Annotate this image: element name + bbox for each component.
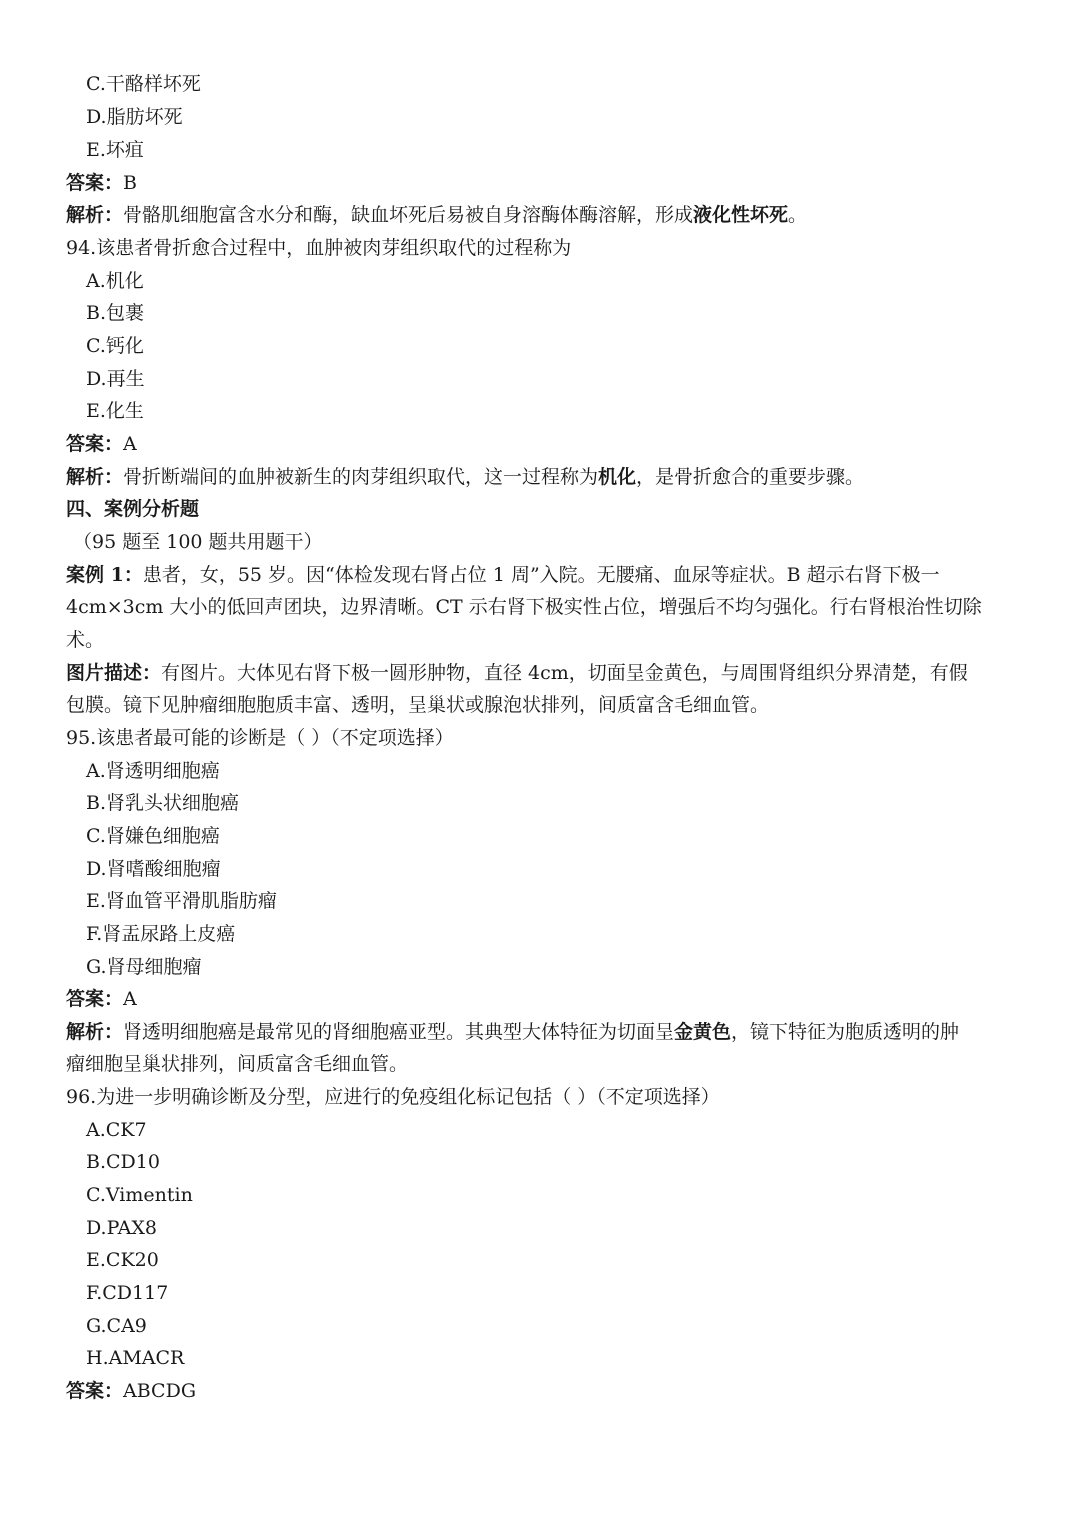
analysis-keyword: 金黄色 (674, 1021, 732, 1043)
q94-option-a: A.机化 (86, 270, 144, 292)
q96-option-g: G.CA9 (86, 1315, 147, 1337)
q94-answer-line (66, 429, 137, 459)
q95-answer-line (66, 984, 137, 1014)
case-line-2: 4cm×3cm 大小的低回声团块，边界清晰。CT 示右肾下极实性占位，增强后不均匀强化。行右肾根治性切除 (66, 596, 982, 618)
q95-analysis-line-1 (66, 1017, 959, 1047)
case-label: 案例 1： (66, 564, 143, 586)
q95-option-d: D.肾嗜酸细胞瘤 (86, 858, 221, 880)
q96-option-c: C.Vimentin (86, 1184, 193, 1206)
question-stem-94: 94.该患者骨折愈合过程中，血肿被肉芽组织取代的过程称为 (66, 237, 572, 259)
analysis-label: 解析： (66, 466, 124, 488)
analysis-label: 解析： (66, 204, 124, 226)
image-description-line-1 (66, 658, 968, 688)
case-line-3: 术。 (66, 629, 105, 651)
analysis-keyword: 机化 (598, 466, 637, 488)
q94-option-e: E.化生 (86, 400, 144, 422)
answer-value: A (123, 433, 137, 455)
case-text: 患者，女，55 岁。因“体检发现右肾占位 1 周”入院。无腰痛、血尿等症状。B 超示右肾下极一 (142, 564, 940, 586)
analysis-text-end: ，是骨折愈合的重要步骤。 (636, 466, 865, 488)
analysis-text: 肾透明细胞癌是最常见的肾细胞癌亚型。其典型大体特征为切面呈 (123, 1021, 675, 1043)
answer-value: A (123, 988, 137, 1010)
q95-option-e: E.肾血管平滑肌脂肪瘤 (86, 890, 277, 912)
image-description-text: 有图片。大体见右肾下极一圆形肿物，直径 4cm，切面呈金黄色，与周围肾组织分界清楚，有假 (161, 662, 968, 684)
q94-option-d: D.再生 (86, 368, 145, 390)
section-note: （95 题至 100 题共用题干） (73, 531, 323, 553)
q96-option-d: D.PAX8 (86, 1217, 157, 1239)
q94-option-b: B.包裹 (86, 302, 145, 324)
q96-option-e: E.CK20 (86, 1249, 159, 1271)
question-stem-95: 95.该患者最可能的诊断是（ ）（不定项选择） (66, 727, 454, 749)
option-d: D.脂肪坏死 (86, 106, 183, 128)
q95-option-c: C.肾嫌色细胞癌 (86, 825, 220, 847)
image-description-label: 图片描述： (66, 662, 162, 684)
section-title: 四、案例分析题 (66, 498, 200, 520)
option-e: E.坏疽 (86, 139, 144, 161)
answer-label: 答案： (66, 988, 124, 1010)
option-c: C.干酪样坏死 (86, 73, 201, 95)
q95-option-g: G.肾母细胞瘤 (86, 956, 202, 978)
q95-option-b: B.肾乳头状细胞癌 (86, 792, 240, 814)
case-line-1 (66, 560, 940, 590)
q96-option-f: F.CD117 (86, 1282, 169, 1304)
answer-line (66, 168, 137, 198)
q96-option-a: A.CK7 (86, 1119, 147, 1141)
answer-value: B (123, 172, 137, 194)
answer-label: 答案： (66, 433, 124, 455)
q96-option-h: H.AMACR (86, 1347, 185, 1369)
analysis-text-end: 。 (788, 204, 808, 226)
analysis-text: 骨折断端间的血肿被新生的肉芽组织取代，这一过程称为 (123, 466, 599, 488)
q94-analysis-line (66, 462, 864, 492)
q95-analysis-line-2: 瘤细胞呈巢状排列，间质富含毛细血管。 (66, 1053, 409, 1075)
q96-answer-line (66, 1376, 196, 1406)
analysis-text: 骨骼肌细胞富含水分和酶，缺血坏死后易被自身溶酶体酶溶解，形成 (123, 204, 694, 226)
q95-option-f: F.肾盂尿路上皮癌 (86, 923, 236, 945)
answer-value: ABCDG (123, 1380, 197, 1402)
analysis-keyword: 液化性坏死 (693, 204, 789, 226)
image-description-line-2: 包膜。镜下见肿瘤细胞胞质丰富、透明，呈巢状或腺泡状排列，间质富含毛细血管。 (66, 694, 770, 716)
analysis-line (66, 200, 807, 230)
analysis-label: 解析： (66, 1021, 124, 1043)
question-stem-96: 96.为进一步明确诊断及分型，应进行的免疫组化标记包括（ ）（不定项选择） (66, 1086, 720, 1108)
answer-label: 答案： (66, 1380, 124, 1402)
analysis-text-end: ，镜下特征为胞质透明的肿 (731, 1021, 960, 1043)
q96-option-b: B.CD10 (86, 1151, 160, 1173)
answer-label: 答案： (66, 172, 124, 194)
q95-option-a: A.肾透明细胞癌 (86, 760, 220, 782)
q94-option-c: C.钙化 (86, 335, 144, 357)
